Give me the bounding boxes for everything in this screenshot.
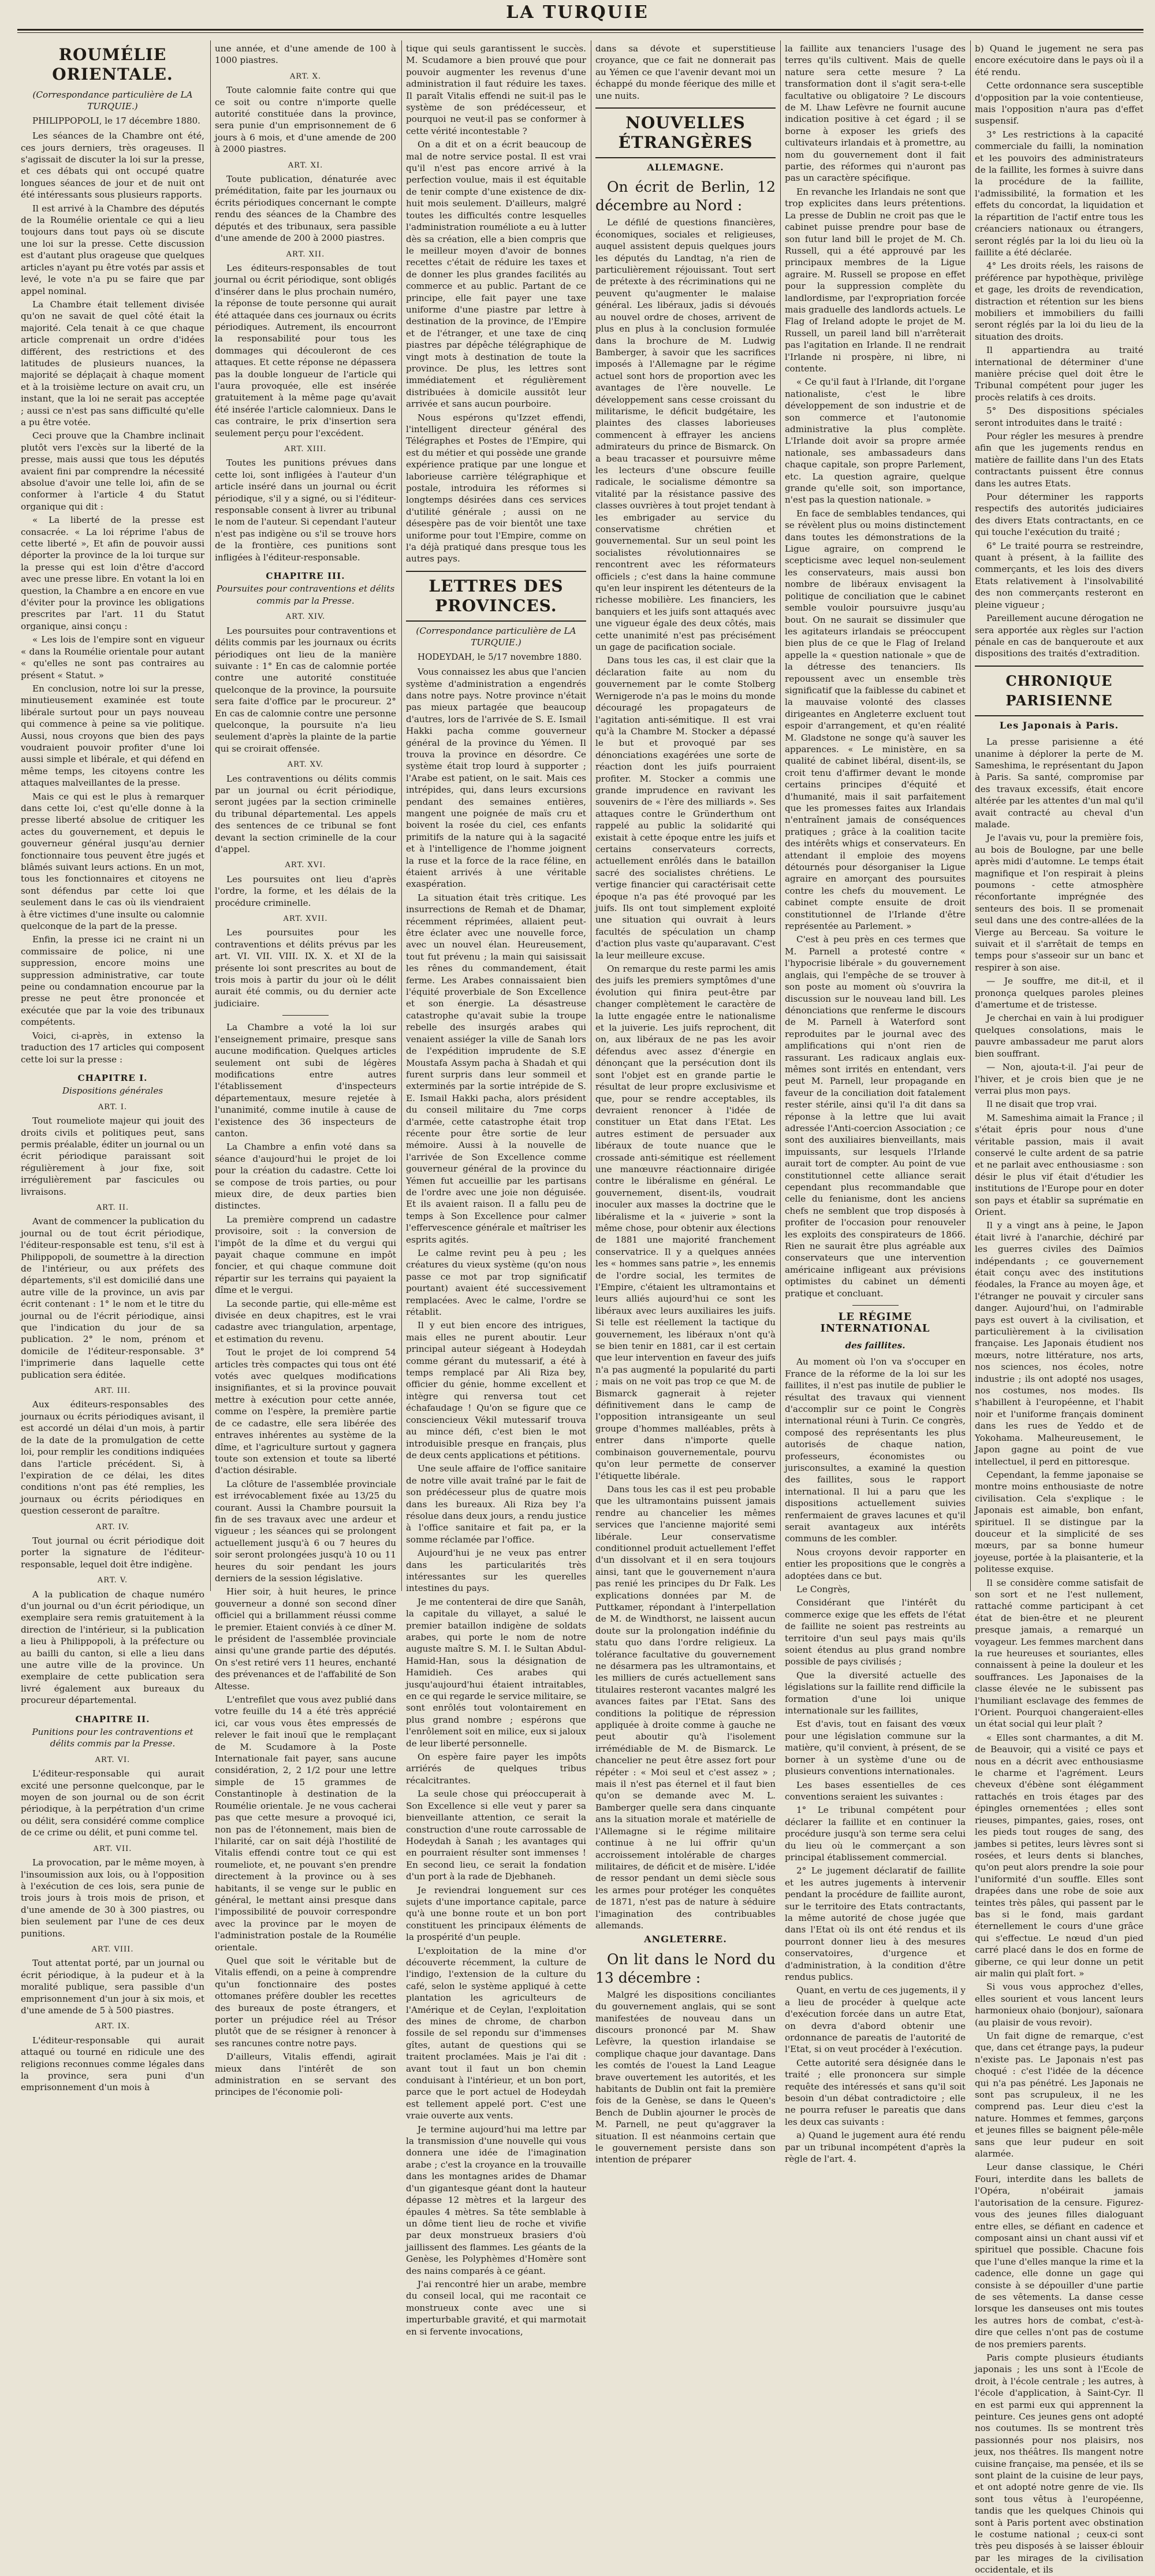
paragraph: Nous espérons qu'Izzet effendi, l'intelligent directeur général des Télégraphes et Postes de l'Empire, qui est du métier et qui possède une grande expérience pratique par une longue et laborieuse carrière télégraphique et postale, introduira les réformes si longtemps désirées dans ces services d'utilité générale ; aussi on ne désespère pas de voir bientôt une taxe uniforme pour tout l'Empire, comme on l'a déjà pratiqué dans presque tous les autres pays.	[406, 412, 586, 564]
article-text: Les poursuites ont lieu d'après l'ordre, la forme, et les délais de la procédure criminelle.	[215, 873, 396, 908]
paragraph: Que la diversité actuelle des législations sur la faillite rend difficile la formation d'une loi unique internationale sur les faillites,	[785, 1670, 966, 1716]
article-text: Les éditeurs-responsables de tout journal ou écrit périodique, sont obligés d'insérer dans le plus prochain numéro, la réponse de toute personne qui aurait été attaquée dans ces journaux ou écrits périodiques. Autrement, ils encourront la responsabilité pour tous les dommages qui découleront de ces attaques. Et cette réponse ne dépassera pas la double longueur de l'article qui l'aura provoquée, elle est insérée gratuitement à la même page qu'avait été insérée l'article calomnieux. Dans le cas contraire, le prix d'insertion sera seulement perçu pour l'excédent.	[215, 262, 396, 438]
article-heading: ART. VI.	[95, 1755, 131, 1764]
article-text: L'éditeur-responsable qui aurait attaqué ou tourné en ridicule une des religions reconnues comme légales dans la province, sera puni d'un emprisonnement d'un mois à	[21, 2035, 204, 2093]
paragraph: En face de semblables tendances, qui se révèlent plus ou moins distinctement dans toutes les démonstrations de la Ligue agraire, on comprend le scepticisme avec lequel non-seulement les conservateurs, mais aussi bon nombre de libéraux envisagent la politique de conciliation que le cabinet semble vouloir poursuivre jusqu'au bout. On ne saurait se dissimuler que les agitateurs irlandais se préoccupent bien plus de ce que le Flag of Ireland appelle la « question nationale » que de la détresse des tenanciers. Ils repoussent avec un ensemble très significatif que la faiblesse du cabinet et la mauvaise volonté des classes dirigeantes en Angleterre excluent tout espoir d'arrangement, et qu'en réalité M. Gladstone ne songe qu'à sauver les apparences. « Le ministère, en sa qualité de cabinet libéral, disent-ils, se croit tenu d'affirmer devant le monde certains principes d'équité et d'humanité, mais il sait parfaitement que les promesses faites aux Irlandais n'entraînent jamais de conséquences pratiques ; grâce à la coalition tacite des intérêts whigs et conservateurs. En attendant il emploie des moyens détournés pour désorganiser la Ligue agraire en amorçant des poursuites contre les chefs du mouvement. Le cabinet compte ensuite de droit constitutionnel de l'Irlande d'être représentée au Parlement. »	[785, 508, 966, 932]
paragraph: 2° Le jugement déclaratif de faillite et les autres jugements à intervenir pendant la procédure de faillite auront, sur le territoire des Etats contractants, la même autorité de chose jugée que dans l'Etat où ils ont été rendus et ils pourront donner lieu à des mesures conservatoires, d'urgence et d'administration, à la condition d'être rendus publics.	[785, 1865, 966, 1982]
paragraph: Cependant, la femme japonaise se montre moins enthousiaste de notre civilisation. Cela s'explique : le Japonais est aimable, bon enfant, spirituel. Il se distingue par la douceur et la simplicité de ses mœurs, par sa bonne humeur joyeuse, portée à la plaisanterie, et la politesse exquise.	[975, 1469, 1143, 1575]
paragraph: L'entrefilet que vous avez publié dans votre feuille du 14 a été très apprécié ici, car vous vous êtes empressés de relever le fait inouï que le remplaçant de M. Scudamore à la Poste Internationale fait payer, sans aucune considération, 2, 2 1/2 pour une lettre simple de 15 grammes de Constantinople à destination de la Roumélie orientale. Je ne vous cacherai pas que cette mesure a provoqué ici, non pas de l'étonnement, mais bien de l'hilarité, car on sait déjà l'hostilité de Vitalis effendi contre tout ce qui est roumeliote, et, ne pouvant s'en prendre directement à la province ou à ses habitants, il se venge sur le public en général, le mettant ainsi presque dans l'impossibilité de pouvoir correspondre avec la province par le moyen de l'administration postale de la Roumélie orientale.	[215, 1694, 396, 1953]
column-6	[975, 43, 1143, 2575]
column-3	[406, 43, 586, 2337]
paragraph: En conclusion, notre loi sur la presse, minutieusement examinée est toute libérale surtout pour un pays nouveau qui commence à peine sa vie politique. Aussi, nous croyons que bien des pays voudraient pouvoir profiter d'une loi aussi simple et libérale, et qui défend en même temps, les citoyens contre les attaques malveillantes de la presse.	[21, 683, 204, 789]
masthead-rule-thin	[17, 32, 1143, 33]
paragraph: En revanche les Irlandais ne sont que trop explicites dans leurs prétentions. La presse de Dublin ne croit pas que le cabinet puisse prendre pour base de son futur land bill le projet de M. Ch. Russell, qui a été approuvé par les principaux membres de la Ligue agraire. M. Russell se propose en effet pour la suppression complète du landlordisme, par l'expropriation forcée mais graduelle des landlords actuels. Le Flag of Ireland adopte le projet de M. Russell, un pareil land bill n'arrêterait pas l'agitation en Irlande. Il ne rendrait l'Irlande ni prospère, ni libre, ni contente.	[785, 186, 966, 374]
paragraph: Un fait digne de remarque, c'est que, dans cet étrange pays, la pudeur n'existe pas. Le Japonais n'est pas choqué : c'est l'idée de la décence qui n'a pas pénétré. Les Japonais ne sont pas scrupuleux, il ne les comprend pas. Leur dieu c'est la nature. Hommes et femmes, garçons et jeunes filles se baignent pêle-mêle sans que leur pudeur en soit alarmée.	[975, 2031, 1143, 2159]
article-heading: ART. XIII.	[284, 445, 327, 454]
paragraph: Hier soir, à huit heures, le prince gouverneur a donné son second dîner officiel qui a brillamment réussi comme le premier. Etaient conviés à ce dîner M. le président de l'assemblée provinciale ainsi qu'une grande partie des députés. On s'est retiré vers 11 heures, enchanté des prévenances et de l'affabilité de Son Altesse.	[215, 1586, 396, 1692]
paragraph: Une seule affaire de l'office sanitaire de notre ville avait traîné par le fait de son prédécesseur plus de quatre mois dans les bureaux. Ali Riza bey l'a résolue dans deux jours, a rendu justice à l'office sanitaire et fait pa, er la somme réclamée par l'office.	[406, 1463, 586, 1545]
paragraph: Est d'avis, tout en faisant des vœux pour une législation commune sur la matière, qu'il convient, à présent, de se borner à un système d'une ou de plusieurs conventions internationales.	[785, 1719, 966, 1777]
section-subtitle: des faillites.	[845, 1340, 906, 1351]
column-2	[215, 43, 396, 2098]
article-text: Les poursuites pour les contraventions et délits prévus par les art. VI. VII. VIII. IX. X. et XI de la présente loi sont prescrites au bout de trois mois à partir du jour où le délit aurait été commis, ou du dernier acte judiciaire.	[215, 927, 396, 1009]
section-title-nouvelles-etrangeres: NOUVELLES ÉTRANGÈRES	[595, 107, 776, 158]
paragraph: Pour régler les mesures à prendre afin que les jugements rendus en matière de faillite dans l'un des Etats contractants puissent être connus dans les autres Etats.	[975, 431, 1143, 489]
paragraph: 1° Le tribunal compétent pour déclarer la faillite et en continuer la procédure jusqu'à son terme sera celui du lieu où le commerçant a son principal établissement commercial.	[785, 1805, 966, 1863]
paragraph: Les séances de la Chambre ont été, ces jours derniers, très orageuses. Il s'agissait de discuter la loi sur la presse, et ces débats qui ont occupé quatre longues séances de jour et de nuit ont été intéressants sous plusieurs rapports.	[21, 131, 204, 200]
paragraph: On remarque du reste parmi les amis des juifs les premiers symptômes d'une évolution qui finira peut-être par changer complètement le caractère de la lutte engagée entre le nationalisme et la juiverie. Les juifs reprochent, dit on, aux libéraux de ne pas les avoir défendus avec assez d'énergie en dénonçant que la persécution dont ils sont l'objet est en grande partie le résultat de leur propre exclusivisme et que, pour se rendre acceptables, ils devraient renoncer à l'idée de constituer un Etat dans l'Etat. Les autres estiment de persuader aux libéraux de toute nuance que le crossade anti-sémitique est réellement une manœuvre réactionnaire dirigée contre le libéralisme en général. Le gouvernement, disent-ils, voudrait inoculer aux masses la doctrine que le libéralisme et la « juiverie » sont la même chose, pour obtenir aux élections de 1881 une majorité franchement conservatrice. Il y a quelques années les « hommes sans patrie », les ennemis de l'ordre social, les termites de l'Empire, c'étaient les ultramontains et leurs alliés aujourd'hui ce sont les libéraux avec leurs auxiliaires les juifs. Si telle est réellement la tactique du gouvernement, les libéraux n'ont qu'à se bien tenir en 1881, car il est certain que leur intervention en faveur des juifs n'a pas augmenté la popularité du parti ; mais on ne voit pas trop ce que M. de Bismarck gagnerait à rejeter définitivement dans le camp de l'opposition intransigeante un seul groupe d'hommes malléables, prêts à entrer dans n'importe quelle combinaison gouvernementale, pourvu qu'on leur permette de conserver l'étiquette libérale.	[595, 964, 776, 1481]
article-text: Aux éditeurs-responsables des journaux ou écrits périodiques avisant, il est accordé un délai d'un mois, à partir de la date de la promulgation de cette loi, pour remplir les conditions indiquées dans l'article précédent. Si, à l'expiration de ce délai, les dites conditions n'ont pas été remplies, les journaux ou écrits périodiques en question cesseront de paraître.	[21, 1399, 204, 1516]
paragraph: Pareillement aucune dérogation ne sera apportée aux règles sur l'action pénale en cas de banqueroute et aux dispositions des traités d'extradition.	[975, 613, 1143, 659]
paragraph: Mais ce qui est le plus à remarquer dans cette loi, c'est qu'elle donne à la presse liberté absolue de critiquer les actes du gouvernement, et depuis le gouverneur général jusqu'au dernier fonctionnaire tous peuvent être jugés et blâmés suivant leurs actions. En un mot, tous les fonctionnaires et citoyens ne sont défendus par cette loi que seulement dans le cas où ils viendraient à être victimes d'une insulte ou calomnie quelconque de la part de la presse.	[21, 791, 204, 932]
paragraph: dans sa dévote et superstitieuse croyance, que ce fait ne donnerait pas au Yémen ce que l'avenir devant moi un échappé du monde féerique des mille et une nuits.	[595, 43, 776, 101]
article-heading: ART. III.	[94, 1386, 131, 1396]
paragraph: La Chambre a enfin voté dans sa séance d'aujourd'hui le projet de loi pour la création du cadastre. Cette loi se compose de trois parties, ou pour mieux dire, de deux parties bien distinctes.	[215, 1142, 396, 1211]
paragraph: 4° Les droits réels, les raisons de préférence par hypothèque, privilège et gage, les droits de revendication, distraction et rétention sur les biens mobiliers et immobiliers du failli seront réglés par la loi du lieu de la situation des droits.	[975, 261, 1143, 342]
paragraph: Il se considère comme satisfait de son sort et ne l'est nullement, rattaché comme participant à cet état de bien-être et ne pleurent presque jamais, a remarqué un voyageur. Les femmes marchent dans la rue heureuses et souriantes, elles connaissent à peine la douleur et les souffrances. Les Japonaises de la classe élevée ne le subissent pas l'humiliant esclavage des femmes de l'Orient. Pourquoi changeraient-elles un état social qui leur plaît ?	[975, 1577, 1143, 1730]
paragraph: — Je souffre, me dit-il, et il prononça quelques paroles pleines d'amertume et de tristesse.	[975, 976, 1143, 1010]
paragraph: 3° Les restrictions à la capacité commerciale du failli, la nomination et les pouvoirs des administrateurs de la faillite, les formes à suivre dans la procédure de la faillite, l'admissibilité, la formation et les effets du concordat, la liquidation et la répartition de l'actif entre tous les créanciers nationaux ou étrangers, seront réglés par la loi du lieu où la faillite a été déclarée.	[975, 129, 1143, 258]
article-heading: ART. II.	[96, 1203, 129, 1212]
paragraph: Je cherchai en vain à lui prodiguer quelques consolations, mais le pauvre ambassadeur me parut alors bien souffrant.	[975, 1013, 1143, 1059]
paragraph: M. Sameshima aimait la France ; il s'était épris pour nous d'une véritable passion, mais il avait conservé le culte ardent de sa patrie et ne parlait avec enthousiasme : son désir le plus vif était d'étudier les institutions de l'Europe pour en doter son pays et établir sa suprématie en Orient.	[975, 1112, 1143, 1217]
correspondence-note: (Correspondance particulière de LA TURQUIE.)	[416, 625, 576, 648]
paragraph: D'ailleurs, Vitalis effendi, agirait mieux dans l'intérêt de son administration en se servant des principes de l'économie poli-	[215, 2051, 396, 2098]
paragraph: Enfin, la presse ici ne craint ni un commissaire de police, ni une suppression, encore moins une suppression administrative, car toute peine ou condamnation encourue par la presse ne peut être prononcée et exécutée que par la voie des tribunaux compétents.	[21, 934, 204, 1028]
masthead: LA TURQUIE	[506, 2, 649, 23]
paragraph: C'est à peu près en ces termes que M. Parnell a protesté contre « l'hypocrisie libérale » du gouvernement anglais, qui l'empêche de se trouver à son poste au moment où s'ouvrira la discussion sur le nouveau land bill. Les dénonciations que renferme le discours de M. Parnell à Waterford sont reproduites par le journal avec des amplifications qui n'ont rien de rassurant. Les radicaux anglais eux-mêmes sont irrités en entendant, vers peut M. Parnell, leur propagande en faveur de la conciliation doit fatalement rester stérile, ainsi qu'il l'a dit dans sa réponse à la lettre que lui avait adressée l'Anti-coercion Association ; ce sont des auxiliaires bienveillants, mais impuissants, sur lesquels l'Irlande aurait tort de compter. Au point de vue constitutionnel cette alliance serait cependant plus recommandable que celle du fenianisme, dont les anciens chefs ne semblent que trop disposés à profiter de l'occasion pour renouveler les exploits des conspirateurs de 1866. Rien ne saurait être plus agréable aux conservateurs que une intervention américaine infligeant aux prévisions optimistes du cabinet un démenti pratique et concluant.	[785, 934, 966, 1299]
paragraph: a) Quand le jugement aura été rendu par un tribunal incompétent d'après la règle de l'art. 4.	[785, 2130, 966, 2165]
paragraph: Paris compte plusieurs étudiants japonais ; les uns sont à l'Ecole de droit, à l'école centrale ; les autres, à l'école d'application, à Saint-Cyr. Il en est parmi eux qui apprennent la peinture. Ces jeunes gens ont adopté nos coutumes. Ils se montrent très passionnés pour nos plaisirs, nos jeux, nos théâtres. Ils mangent notre cuisine française, ma pensée, et ils se sont plaint de la cuisine de leur pays, et ont adopté notre genre de vie. Ils sont tous vêtus à l'européenne, tandis que les quelques Chinois qui sont à Paris portent avec obstination le costume national ; ceux-ci sont très peu disposés à se laisser éblouir par les mirages de la civilisation occidentale, et ils	[975, 2352, 1143, 2575]
article-heading: ART. IV.	[95, 1522, 130, 1532]
paragraph: Je termine aujourd'hui ma lettre par la transmission d'une nouvelle qui vous donnera une idée de l'imagination arabe ; c'est la croyance en la trouvaille dans les montagnes arides de Dhamar d'un gigantesque géant dont la hauteur dépasse 12 mètres et la largeur des épaules 4 mètres. Sa tête semblable à un dôme tient lieu de roche et vivifie par deux monstrueux brasiers d'où jaillissent des flammes. Les géants de la Genèse, les Polyphèmes d'Homère sont des nains comparés à ce géant.	[406, 2124, 586, 2276]
article-heading: ART. XI.	[288, 161, 323, 170]
paragraph: Je me contenterai de dire que Sanâh, la capitale du villayet, a salué le premier bataillon indigène de soldats arabes, qui porte le nom de notre auguste maître S. M. I. le Sultan Abdul-Hamid-Han, sous la désignation de Hamidieh. Ces arabes qui jusqu'aujourd'hui étaient intraitables, en ce qui regarde le service militaire, se sont enrôlés tout volontairement en plus grand nombre ; espérons que l'enrôlement soit en milice, eux si jaloux de leur liberté personnelle.	[406, 1596, 586, 1749]
article-heading: ART. XII.	[286, 250, 325, 259]
paragraph: La situation était très critique. Les insurrections de Remah et de Dhamar, récemment réprimées, allaient peut-être éclater avec une nouvelle force, avec un nouvel élan. Heureusement, tout fut prévenu ; la main qui saisissait les rênes du commandement, était ferme. Les Arabes connaissaient bien l'équité proverbiale de Son Excellence et son énergie. La désastreuse catastrophe qu'avait subie la troupe rebelle des insurgés arabes qui venaient assiéger la ville de Sanah lors de l'expédition imprudente de S.E Moustafa Assym pacha à Shadah et qui furent surpris dans leur sommeil et exterminés par la sortie intrépide de S. E. Ismail Hakki pacha, alors président du conseil militaire du 7me corps d'armée, cette catastrophe était trop récente pour être sortie de leur mémoire. Aussi à la nouvelle de l'arrivée de Son Excellence comme gouverneur général de la province du Yémen fut accueillie par les partisans de l'ordre avec une joie non déguisée. Et ils avaient raison. Il a fallu peu de temps à Son Excellence pour calmer l'effervescence générale et maîtriser les esprits agités.	[406, 892, 586, 1245]
article-heading: ART. I.	[98, 1102, 128, 1112]
paragraph: L'exploitation de la mine d'or découverte récemment, la culture de l'indigo, l'extension de la culture du café, selon le système appliqué à cette plantation les agriculteurs de l'Amérique et de Ceylan, l'exploitation des mines de chrome, de charbon fossile de sel repondu sur d'immenses gîtes, autant de questions qui se traitent proclamées. Mais je l'ai dit : avant tout il faut un bon chemin conduisant à l'intérieur, et un bon port, parce que le port actuel de Hodeydah est tellement appelé port. C'est une vraie ouverte aux vents.	[406, 1945, 586, 2121]
article-text: La provocation, par le même moyen, à l'insoumission aux lois, ou à l'opposition à l'exécution de ces lois, sera punie de trois jours à trois mois de prison, et d'une amende de 30 à 300 piastres, ou bien seulement par l'une de ces deux punitions.	[21, 1857, 204, 1939]
paragraph: la faillite aux tenanciers l'usage des terres qu'ils cultivent. Mais de quelle nature sera cette mesure ? La transformation dont il s'agit sera-t-elle facultative ou obligatoire ? Le discours de M. Lhaw Lefèvre ne fournit aucune indication positive à cet égard ; il se borne à exposer les griefs des cultivateurs irlandais et à promettre, au nom du gouvernement dont il fait partie, des réformes qui n'auront pas pas un caractère spécifique.	[785, 43, 966, 184]
paragraph: Je reviendrai longuement sur ces sujets d'une importance capitale, parce qu'à une bonne route et un bon port constituent les principaux éléments de la prospérité d'un peuple.	[406, 1884, 586, 1943]
paragraph: Considérant que l'intérêt du commerce exige que les effets de l'état de faillite ne soient pas restreints au territoire d'un seul pays mais qu'ils soient étendus au plus grand nombre possible de pays civilisés ;	[785, 1597, 966, 1667]
dateline: HODEYDAH, le 5/17 novembre 1880.	[418, 651, 582, 662]
paragraph: On espère faire payer les impôts arriérés de quelques tribus récalcitrantes.	[406, 1752, 586, 1786]
paragraph: La seconde partie, qui elle-même est divisée en deux chapitres, est le vrai cadastre avec triangulation, arpentage, et estimation du revenu.	[215, 1298, 396, 1344]
paragraph: Le Congrès,	[796, 1584, 851, 1594]
paragraph: 6° Le traité pourra se restreindre, quant à présent, à la faillite des commerçants, et les lois des divers Etats relativement à l'insolvabilité des non commerçants resteront en pleine vigueur ;	[975, 540, 1143, 610]
section-title-chronique-parisienne: CHRONIQUE PARISIENNE	[975, 666, 1143, 716]
paragraph: Cette autorité sera désignée dans le traité ; elle prononcera sur simple requête des intéressés et sans qu'il soit besoin d'un débat contradictoire ; elle ne pourra refuser le pareatis que dans les deux cas suivants :	[785, 2057, 966, 2127]
paragraph: Cette ordonnance sera susceptible d'opposition par la voie contentieuse, mais l'opposition n'aura pas d'effet suspensif.	[975, 80, 1143, 127]
article-heading: ART. XVII.	[283, 915, 328, 924]
column-separator	[780, 40, 781, 1591]
article-text: Toutes les punitions prévues dans cette loi, sont infligées à l'auteur d'un article inséré dans un journal ou écrit périodique, s'il y a signé, ou si l'éditeur-responsable consent à livrer au tribunal le nom de l'auteur. Si cependant l'auteur n'est pas indigène ou s'il se trouve hors de la frontière, ces punitions sont infligées à l'éditeur-responsable.	[215, 458, 396, 563]
section-subtitle: Les Japonais à Paris.	[999, 719, 1119, 731]
article-heading: ART. V.	[97, 1576, 128, 1585]
paragraph: Pour déterminer les rapports respectifs des autorités judiciaires des divers Etats contractants, en ce qui touche l'exécution du traité ;	[975, 492, 1143, 538]
paragraph: On a dit et on a écrit beaucoup de mal de notre service postal. Il est vrai qu'il n'est pas encore arrivé à la perfection voulue, mais il est équitable de tenir compte d'une existence de dix-huit mois seulement. D'ailleurs, malgré toutes les difficultés contre lesquelles l'administration rouméliote a eu à lutter dès sa création, elle a bien compris que le meilleur moyen d'avoir de bonnes recettes c'était de réduire les taxes et de donner les plus grandes facilités au commerce et au public. Partant de ce principe, elle fait payer une taxe uniforme d'une piastre par lettre à destination de la province, de l'Empire et de l'étranger, et une taxe de cinq piastres par dépêche télégraphique de vingt mots à destination de toute la province. De plus, les lettres sont immédiatement et régulièrement distribuées à domicile aussitôt leur arrivée et sans aucun pourboire.	[406, 139, 586, 410]
subsection-allemagne: ALLEMAGNE.	[647, 162, 724, 173]
paragraph: Quant, en vertu de ces jugements, il y a lieu de procéder à quelque acte d'exécution forcée dans un autre Etat, on devra d'abord obtenir une ordonnance de pareatis de l'autorité de l'Etat, si on veut procéder à l'exécution.	[785, 1985, 966, 2055]
paragraph: tique qui seuls garantissent le succès. M. Scudamore a bien prouvé que pour pouvoir augmenter les revenus d'une administration il faut réduire les taxes. Il paraît Vitalis effendi ne suit-il pas le système de son prédécesseur, et pourquoi ne veut-il pas se conformer à cette vérité incontestable ?	[406, 43, 586, 136]
article-text: L'éditeur-responsable qui aurait excité une personne quelconque, par le moyen de son journal ou de son écrit périodique, à la perpétration d'un crime ou délit, sera considéré comme complice de ce crime ou délit, et puni comme tel.	[21, 1768, 204, 1838]
subsection-angleterre: ANGLETERRE.	[644, 1934, 727, 1945]
chapter-heading: CHAPITRE III.	[266, 571, 345, 582]
article-text: A la publication de chaque numéro d'un journal ou d'un écrit périodique, un exemplaire sera remis gratuitement à la direction de l'intérieur, si la publication a lieu à Philippopoli, à la préfecture ou au bailli du canton, si elle a lieu dans une autre ville de la province. Un exemplaire de cette publication sera livré également aux bureaux du procureur départemental.	[21, 1589, 204, 1706]
paragraph: Au moment où l'on va s'occuper en France de la réforme de la loi sur les faillites, il n'est pas inutile de publier le résultat des travaux qui viennent d'accomplir sur ce point le Congrès international réuni à Turin. Ce congrès, composé des représentants les plus autorisés de chaque nation, professeurs, économistes ou jurisconsultes, a examiné la question des faillites, sous le rapport international. Il lui a paru que les dispositions actuellement suivies renfermaient de graves lacunes et qu'il serait avantageux aux intérêts communs de les combler.	[785, 1356, 966, 1544]
chapter-subtitle: Dispositions générales	[62, 1086, 163, 1096]
paragraph: La Chambre était tellement divisée qu'on ne savait de quel côté était la majorité. Cela tenait à ce que chaque article comprenait un ordre d'idées différent, des restrictions et des latitudes de plusieurs nuances, la majorité se déplaçait à chaque moment et à la troisième lecture on avait cru, un instant, que la loi ne serait pas acceptée ; aussi ce n'est pas sans difficulté qu'elle a pu être votée.	[21, 299, 204, 428]
paragraph: Dans tous les cas, il est clair que la déclaration faite au nom du gouvernement par le comte Stolberg Wernigerode n'a pas le moins du monde découragé les propagateurs de l'agitation anti-sémitique. Il est vrai qu'à la Chambre M. Stocker a dépassé le but et provoqué par ses dénonciations exagérées une sorte de réaction dont les juifs pourraient profiter. M. Stocker a commis une grande imprudence en ravivant les souvenirs de « l'ère des milliards ». Ses attaques contre le Gründerthum ont rappelé au public la solidarité qui existait à cette époque entre les juifs et certains conservateurs corrects, actuellement enrôlés dans le bataillon sacré des socialistes chrétiens. Le vertige financier qui caractérisait cette époque n'a pas été provoqué par les juifs. Ils ont tout simplement exploité une situation qui ouvrait à leurs facultés de spéculation un champ d'action plus vaste qu'auparavant. C'est la leur meilleure excuse.	[595, 655, 776, 961]
paragraph: La clôture de l'assemblée provinciale est irrévocablement fixée au 13/25 du courant. Aussi la Chambre poursuit la fin de ses travaux avec une ardeur et vigueur ; les séances qui se prolongent actuellement jusqu'à 6 ou 7 heures du soir seront prolongées jusqu'à 10 ou 11 heures du soir pendant les jours derniers de la session législative.	[215, 1478, 396, 1583]
section-title-lettres-des-provinces: LETTRES DES PROVINCES.	[406, 571, 586, 622]
paragraph: Leur danse classique, le Chéri Fouri, interdite dans les ballets de l'Opéra, n'obéirait jamais l'autorisation de la censure. Figurez-vous des jeunes filles dialoguant entre elles, se défiant en cadence et composant ainsi un chant aussi vif et spirituel que possible. Chacune fois que l'une d'elles manque la rime et la cadence, elle donne un gage qui consiste à se dépouiller d'une partie de ses vêtements. La danse cesse lorsque les danseuses ont mis toutes les autres hors de combat, c'est-à-dire que celles n'ont pas de costume de nos premiers parents.	[975, 2162, 1143, 2350]
section-title-regime-international: LE RÉGIME INTERNATIONAL	[820, 1311, 930, 1335]
paragraph: Il appartiendra au traité international de déterminer d'une manière précise quel doit être le Tribunal compétent pour juger les procès relatifs à ces droits.	[975, 345, 1143, 403]
paragraph: J'ai rencontré hier un arabe, membre du conseil local, qui me racontait ce monstrueux conte avec une si imperturbable gravité, et qui marmotait en si fervente invocations,	[406, 2278, 586, 2337]
paragraph: Le défilé de questions financières, économiques, sociales et religieuses, auquel assistent depuis quelques jours les députés du Landtag, n'a rien de particulièrement réjouissant. Tout sert de prétexte à des récriminations qui ne peuvent qu'augmenter le malaise général. Les libéraux, jadis si dévoués au nouvel ordre de choses, arrivent de plus en plus à la conclusion formulée dans la brochure de M. Ludwig Bamberger, à savoir que les sacrifices imposés à l'Allemagne par le régime actuel sont hors de proportion avec les avantages de l'ère nouvelle. Le développement sans cesse croissant du militarisme, le déficit budgétaire, les plaintes des classes laborieuses commencent à effrayer les anciens admirateurs du prince de Bismarck. On a beau tracasser et poursuivre même les lecteurs d'une obscure feuille radicale, le socialisme démontre sa vitalité par la résistance passive des classes ouvrières à tout projet tendant à les embrigader au service du conservatisme chrétien et gouvernemental. Sur un seul point les socialistes révolutionnaires se rencontrent avec les réformateurs officiels ; c'est dans la haine commune qu'en leur inspirent les détenteurs de la richesse mobilière. Les financiers, les banquiers et les juifs sont attaqués avec une vigueur égale des deux côtés, mais cette unanimité n'est pas précisément un gage de pacification sociale.	[595, 217, 776, 653]
article-text: Tout attentat porté, par un journal ou écrit périodique, à la pudeur et à la moralité publique, sera passible d'un emprisonnement d'un jour à six mois, et d'une amende de 5 à 500 piastres.	[21, 1958, 204, 2016]
paragraph: — Non, ajouta-t-il. J'ai peur de l'hiver, et je crois bien que je ne verrai plus mon pays.	[975, 1062, 1143, 1096]
lead-paragraph: On écrit de Berlin, 12 décembre au Nord :	[595, 179, 776, 214]
paragraph: « Les lois de l'empire sont en vigueur « dans la Roumélie orientale pour autant « qu'elles ne sont pas contraires au présent « Statut. »	[21, 634, 204, 681]
article-heading: ART. XV.	[287, 760, 324, 770]
chapter-subtitle: Poursuites pour contraventions et délits commis par la Presse.	[216, 583, 395, 606]
column-separator	[210, 40, 211, 1591]
paragraph: La Chambre a voté la loi sur l'enseignement primaire, presque sans aucune modification. Quelques articles seulement ont subi de légères modifications entre autres l'établissement d'inspecteurs départementaux, mesure rejetée à l'unanimité, comme inutile à cause de l'existence des 36 inspecteurs de canton.	[215, 1022, 396, 1139]
chapter-subtitle: Punitions pour les contraventions et délits commis par la Presse.	[32, 1727, 193, 1749]
article-text: Les poursuites pour contraventions et délits commis par les journaux ou écrits périodiques ont lieu de la manière suivante : 1° En cas de calomnie portée contre une autorité constituée quelconque de la province, la poursuite sera faite d'office par le procureur. 2° En cas de calomnie contre une personne quelconque, la poursuite n'a lieu seulement d'après la plainte de la partie qui se croirait offensée.	[215, 625, 396, 754]
article-text: Toute calomnie faite contre qui que ce soit ou contre n'importe quelle autorité constituée dans la province, sera punie d'un emprisonnement de 6 jours à 6 mois, et d'une amende de 200 à 2000 piastres.	[215, 85, 396, 155]
paragraph: Vous connaissez les abus que l'ancien système d'administration a engendrés dans notre pays. Notre province n'était pas mieux partagée que beaucoup d'autres, lors de l'arrivée de S. E. Ismail Hakki pacha comme gouverneur général de la province du Yémen. Il trouva la province en désordre. Ce système était trop lourd à supporter ; l'Arabe est patient, on le sait. Mais ces intrépides, qui, dans leurs excursions pendant des semaines entières, mangent une poignée de maïs cru et boivent la rosée du ciel, ces enfants primitifs de la nature qui à la sagacité et à l'intelligence de l'homme joignent la ruse et la force de la race féline, en étaient arrivés à une véritable exaspération.	[406, 667, 586, 890]
paragraph: Il y a vingt ans à peine, le Japon était livré à l'anarchie, déchiré par les guerres civiles des Daïmios indépendants ; ce gouvernement était conçu avec des institutions féodales, la France au moyen âge, et l'étranger ne pouvait y circuler sans danger. Aujourd'hui, on l'admirable pays est ouvert à la civilisation, et particulièrement à la civilisation française. Les Japonais étudient nos mœurs, notre littérature, nos arts, nos sciences, nos écoles, notre industrie ; ils ont adopté nos usages, nos costumes, nos modes. Ils s'habillent à l'européenne, et l'habit noir et l'uniforme français dominent dans les rues de Yeddo et de Yokohama. Malheureusement, le Japon gagne au point de vue intellectuel, il perd en pittoresque.	[975, 1220, 1143, 1467]
paragraph: Tout le projet de loi comprend 54 articles très compactes qui tous ont été votés avec quelques modifications insignifiantes, et si la province pouvait mettre à exécution pour cette année, comme on l'espère, la première partie de ce cadastre, elle sera libérée des entraves inhérentes au système de la dîme, et l'agriculture surtout y gagnera toute son extension et toute sa liberté d'action désirable.	[215, 1347, 396, 1476]
section-title-roumelie: ROUMÉLIE ORIENTALE.	[52, 45, 173, 84]
paragraph: La seule chose qui préoccuperait à Son Excellence si elle veut y parer sa bienveillante attention, ce serait la construction d'une route carrossable de Hodeydah à Sanah ; les avantages qui en pourraient résulter sont immenses ! En second lieu, ce serait la fondation d'un port à la rade de Djebhaneh.	[406, 1789, 586, 1882]
divider	[852, 1305, 899, 1306]
paragraph: Les bases essentielles de ces conventions seraient les suivantes :	[785, 1779, 966, 1802]
article-heading: ART. X.	[289, 72, 322, 81]
paragraph: Voici, ci-après, in extenso la traduction des 17 articles qui composent cette loi sur la presse :	[21, 1030, 204, 1065]
paragraph: La presse parisienne a été unanime à déplorer la perte de M. Sameshima, le représentant du Japon à Paris. Sa santé, compromise par des travaux excessifs, était encore altérée par les attentes d'un mal qu'il avait contracté au cheval d'un malade.	[975, 737, 1143, 830]
paragraph: « Ce qu'il faut à l'Irlande, dit l'organe nationaliste, c'est le libre développement de son industrie et de son commerce et l'autonomie administrative la plus complète. L'Irlande doit avoir sa propre armée nationale, ses ambassadeurs dans chaque capitale, son propre Parlement, etc. La question agraire, quelque grande qu'elle soit, son importance, n'est pas la question nationale. »	[785, 377, 966, 505]
paragraph: Dans tous les cas il est peu probable que les ultramontains puissent jamais rendre au chancelier les mêmes services que l'ancienne majorité semi libérale. Leur conservatisme conditionnel produit actuellement l'effet d'un dissolvant et il en sera toujours ainsi, tant que le gouvernement n'aura pas renié les principes du Dr Falk. Les explications données par M. de Puttkamer, répondant à l'interpellation de M. de Windthorst, ne laissent aucun doute sur la prolongation indéfinie du statu quo dans l'ordre religieux. La tolérance facultative du gouvernement ne désarmera pas les ultramontains, et les milliers de curés actuellement sans titulaires resteront vacantes malgré les avances faites par l'Etat. Sans des conditions la politique de répression appliquée à droite comme à gauche ne peut aboutir qu'à l'isolement irrémédiable de M. de Bismarck. Le chancelier ne peut être assez fort pour répéter : « Moi seul et c'est assez » ; mais il n'est pas éternel et il faut bien qu'on se demande avec M. L. Bamberger quelle sera dans cinquante ans la situation morale et matérielle de l'Allemagne si le régime militaire continue à ne lui offrir qu'un accroissement intolérable de charges militaires, de déficit et de misère. L'idée de ressor pendant un demi siècle sous les armes pour protéger les conquêtes de 1871, n'est pas de nature à séduire l'imagination des contribuables allemands.	[595, 1484, 776, 1931]
paragraph: Malgré les dispositions conciliantes du gouvernement anglais, qui se sont manifestées de nouveau dans un discours prononcé par M. Shaw Lefèvre, la question irlandaise se complique chaque jour davantage. Dans les comtés de l'ouest la Land League brave ouvertement les autorités, et les habitants de Dublin ont fait la première fois de la Genèse, se dans le Queen's Bench de Dublin ajourner le procès de M. Parnell, ne peut qu'aggraver la situation. Il est néanmoins certain que le gouvernement persiste dans son intention de préparer	[595, 1989, 776, 2165]
chapter-heading: CHAPITRE II.	[75, 1713, 150, 1724]
paragraph: « La liberté de la presse est consacrée. « La loi réprime l'abus de cette liberté », Et afin de pouvoir aussi déporter la province de la loi turque sur la presse qui est loin d'être d'accord avec une presse libre. En votant la loi en question, la Chambre a en encore en vue d'éviter pour la province les obligations prescrites par l'art. 11 du Statut organique, ainsi conçu :	[21, 515, 204, 631]
article-text: Tout journal ou écrit périodique doit porter la signature de l'éditeur-responsable, lequel doit être indigène.	[21, 1535, 204, 1570]
article-text: Avant de commencer la publication du journal ou de tout écrit périodique, l'éditeur-responsable est tenu, s'il est à Philippopoli, de soumettre à la direction de l'intérieur, ou aux préfets des départements, s'il est domicilié dans une autre ville de la province, un avis par écrit contenant : 1° le nom et le titre du journal ou de l'écrit périodique, ainsi que l'indication du jour de sa publication. 2° le nom, prénom et domicile de l'éditeur-responsable. 3° l'imprimerie dans laquelle cette publication sera éditée.	[21, 1216, 204, 1380]
article-text: Toute publication, dénaturée avec préméditation, faite par les journaux ou écrits périodiques concernant le compte rendu des séances de la Chambre des députés et des tribunaux, sera passible d'une amende de 200 à 2000 piastres.	[215, 174, 396, 244]
paragraph: Il est arrivé à la Chambre des députés de la Roumélie orientale ce qui a lieu toujours dans tout pays où se discute une loi sur la presse. Cette discussion est d'autant plus orageuse que quelques articles n'ayant pu être votés par assis et levé, le vote n'a pu se faire que par appel nominal.	[21, 203, 204, 296]
article-heading: ART. XIV.	[285, 612, 326, 622]
chapter-heading: CHAPITRE I.	[77, 1072, 148, 1083]
paragraph: Quel que soit le véritable but de Vitalis effendi, on a peine à comprendre qu'un fonctionnaire des postes ottomanes préfère doubler les recettes des bureaux de poste étrangers, et porter un préjudice réel au Trésor plutôt que de se résigner à renoncer à ses rancunes contre notre pays.	[215, 1955, 396, 2049]
paragraph: La première comprend un cadastre provisoire, soit : la conversion de l'impôt de la dîme et du vergui qui payait chaque commune en impôt foncier, et qui chaque commune doit répartir sur les terrains qui payaient la dîme et le vergui.	[215, 1214, 396, 1296]
article-heading: ART. XVI.	[285, 861, 326, 870]
column-1	[21, 43, 204, 2093]
paragraph: Ceci prouve que la Chambre inclinait plutôt vers l'excès sur la liberté de la presse, mais aussi que tous les députés avaient fini par comprendre la nécessité absolue d'avoir une telle loi, afin de se conformer à l'article 4 du Statut organique qui dit :	[21, 430, 204, 512]
paragraph: 5° Des dispositions spéciales seront introduites dans le traité :	[975, 406, 1143, 428]
article-heading: ART. VII.	[93, 1844, 132, 1853]
column-separator	[401, 40, 402, 1591]
paragraph: Si vous vous approchez d'elles, elles sourient et vous lancent leurs harmonieux ohaio (bonjour), saïonara (au plaisir de vous revoir).	[975, 1982, 1143, 2028]
masthead-rule	[17, 29, 1143, 31]
paragraph: Il ne disait que trop vrai.	[986, 1099, 1097, 1110]
article-text: Les contraventions ou délits commis par un journal ou écrit périodique, seront jugées par la section criminelle du tribunal départemental. Les appels des sentences de ce tribunal se font devant la section criminelle de la cour d'appel.	[215, 773, 396, 854]
correspondence-note: (Correspondance particulière de LA TURQUIE.)	[32, 90, 193, 112]
paragraph: Aujourd'hui je ne veux pas entrer dans les particularités très intéressantes sur les querelles intestines du pays.	[406, 1548, 586, 1594]
article-heading: ART. IX.	[95, 2022, 131, 2031]
lead-paragraph: On lit dans le Nord du 13 décembre :	[595, 1950, 776, 1986]
paragraph: Nous croyons devoir rapporter en entier les propositions que le congrès a adoptées dans ce but.	[785, 1547, 966, 1581]
column-5	[785, 43, 966, 2165]
article-heading: ART. VIII.	[91, 1945, 134, 1954]
paragraph: une année, et d'une amende de 100 à 1000 piastres.	[215, 43, 396, 66]
paragraph: Il y eut bien encore des intrigues, mais elles ne purent aboutir. Leur principal auteur siégeant à Hodeydah comme gérant du mutessarif, a été à temps remplacé par Ali Riza bey, officier du génie, homme excellent et intègre qui renversa tout cet échafaudage ! Qu'on se figure que ce consciencieux Vékil mutessarif trouva au mince défi, c'est bien le mot introduisible presque en français, plus de deux cents applications et pétitions.	[406, 1320, 586, 1460]
dateline: PHILIPPOPOLI, le 17 décembre 1880.	[32, 115, 200, 126]
column-separator	[970, 40, 971, 1591]
divider	[282, 1015, 329, 1016]
paragraph: b) Quand le jugement ne sera pas encore exécutoire dans le pays où il a été rendu.	[975, 43, 1143, 77]
paragraph: « Elles sont charmantes, a dit M. de Beauvoir, qui a visité ce pays et nous en a décrit avec enthousiasme le charme et l'agrément. Leurs cheveux d'ébène sont élégamment rattachés en trois étages par des épingles ornementées ; elles sont rieuses, pimpantes, gaies, roses, ont les pieds tout rouges de sang, des jambes si petites, leurs lèvres sont si rosées, et leurs dents si blanches, qu'on peut alors prendre la soie pour l'uniformité d'un souffle. Elles sont drapées dans une robe de soie aux teintes très pâles, qui passent par le bas si le fond, mais gardant éternellement le cours d'une grâce qui s'effectue. Le nœud d'un pied carré placé dans le dos en forme de giberne, ce qui leur donne un petit air malin qui plaît fort. »	[975, 1732, 1143, 1979]
column-4	[595, 43, 776, 2165]
paragraph: Je l'avais vu, pour la première fois, au bois de Boulogne, par une belle après midi d'automne. Le temps était magnifique et l'on respirait à pleins poumons - cette atmosphère réconfortante imprégnée des senteurs des bois. Il se promenait seul dans une des contre-allées de la Vierge au Berceau. Sa voiture le suivait et il s'arrêtait de temps en temps pour s'asseoir sur un banc et respirer à son aise.	[975, 832, 1143, 973]
article-text: Tout roumeliote majeur qui jouit des droits civils et politiques peut, sans permis préalable, éditer un journal ou un écrit périodique paraissant soit régulièrement à jour fixe, soit irrégulièrement par fascicules ou livraisons.	[21, 1116, 204, 1197]
paragraph: Le calme revint peu à peu ; les créatures du vieux système (qu'on nous passe ce mot par trop significatif pourtant) avaient été successivement remplacées. Avec le calme, l'ordre se rétablit.	[406, 1248, 586, 1318]
